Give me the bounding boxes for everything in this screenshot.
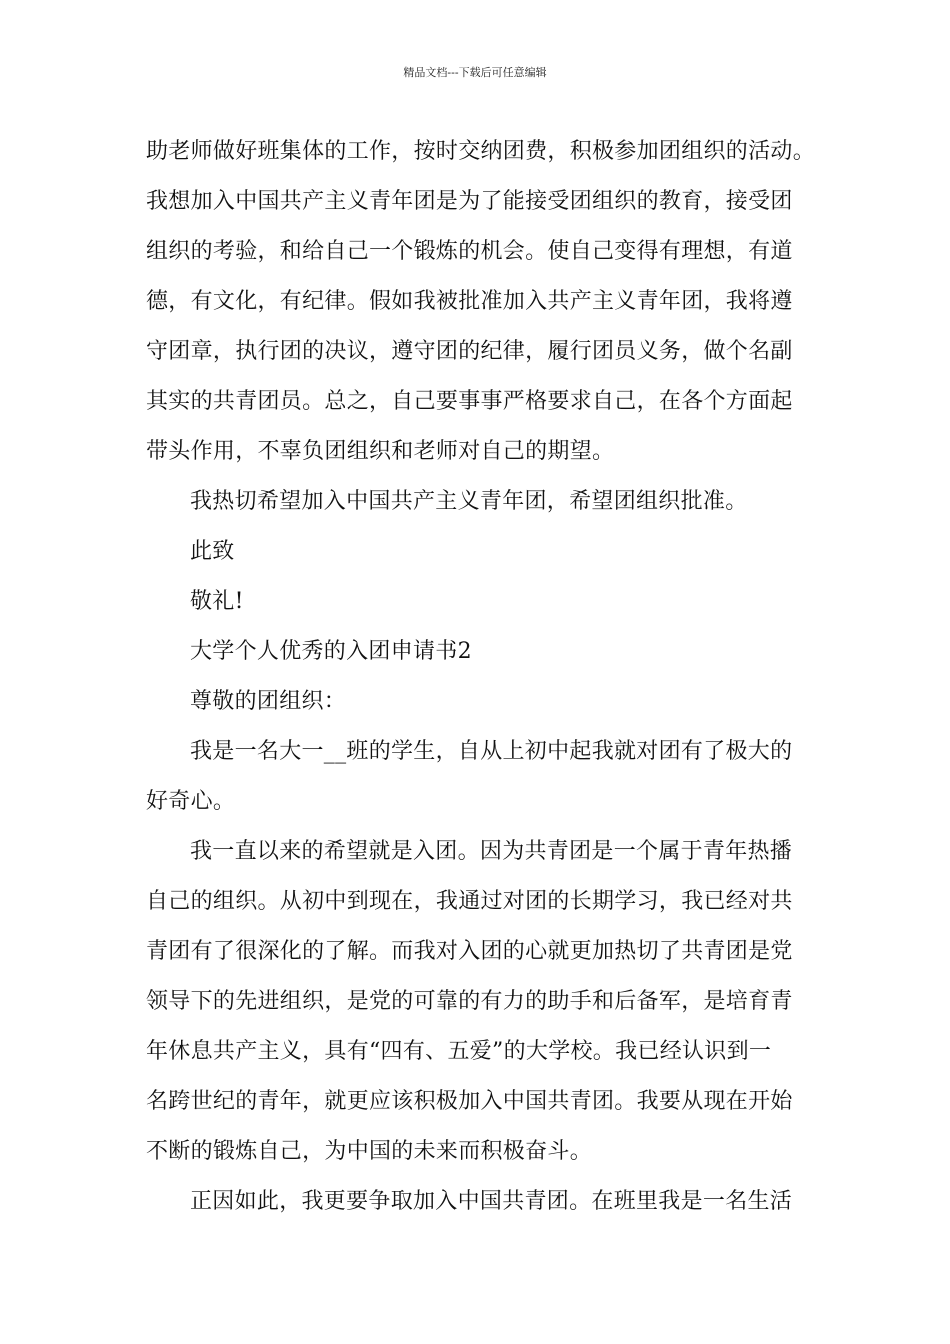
paragraph-line: 其实的共青团员。总之，自己要事事严格要求自己，在各个方面起 <box>146 389 793 414</box>
page-header: 精品文档---下载后可任意编辑 <box>403 66 547 79</box>
paragraph-line: 名跨世纪的青年，就更应该积极加入中国共青团。我要从现在开始 <box>146 1089 793 1114</box>
paragraph-line: 领导下的先进组织，是党的可靠的有力的助手和后备军，是培育青 <box>146 989 793 1014</box>
paragraph-line: 青团有了很深化的了解。而我对入团的心就更加热切了共青团是党 <box>146 939 793 964</box>
paragraph-line: 带头作用，不辜负团组织和老师对自己的期望。 <box>146 439 615 464</box>
paragraph-line: 我是一名大一__班的学生，自从上初中起我就对团有了极大的 <box>190 739 793 764</box>
paragraph-line: 组织的考验，和给自己一个锻炼的机会。使自己变得有理想，有道 <box>146 239 793 264</box>
paragraph-line: 我热切希望加入中国共产主义青年团，希望团组织批准。 <box>190 489 748 514</box>
closing-salutation: 此致 <box>190 539 235 564</box>
paragraph-line: 不断的锻炼自己，为中国的未来而积极奋斗。 <box>146 1139 593 1164</box>
paragraph-line: 我一直以来的希望就是入团。因为共青团是一个属于青年热播 <box>190 839 793 864</box>
paragraph-line: 正因如此，我更要争取加入中国共青团。在班里我是一名生活 <box>190 1189 793 1214</box>
paragraph-line: 我想加入中国共产主义青年团是为了能接受团组织的教育，接受团 <box>146 189 793 214</box>
paragraph-line: 守团章，执行团的决议，遵守团的纪律，履行团员义务，做个名副 <box>146 339 793 364</box>
greeting: 尊敬的团组织： <box>190 689 347 714</box>
paragraph-line: 助老师做好班集体的工作，按时交纳团费，积极参加团组织的活动。 <box>146 139 816 164</box>
paragraph-line: 德，有文化，有纪律。假如我被批准加入共产主义青年团，我将遵 <box>146 289 793 314</box>
paragraph-line: 年休息共产主义，具有“四有、五爱”的大学校。我已经认识到一 <box>146 1039 772 1064</box>
paragraph-line: 自己的组织。从初中到现在，我通过对团的长期学习，我已经对共 <box>146 889 793 914</box>
section-title: 大学个人优秀的入团申请书2 <box>190 639 472 664</box>
paragraph-line: 好奇心。 <box>146 789 236 814</box>
document-body <box>146 127 816 1227</box>
closing-regards: 敬礼! <box>190 589 244 614</box>
